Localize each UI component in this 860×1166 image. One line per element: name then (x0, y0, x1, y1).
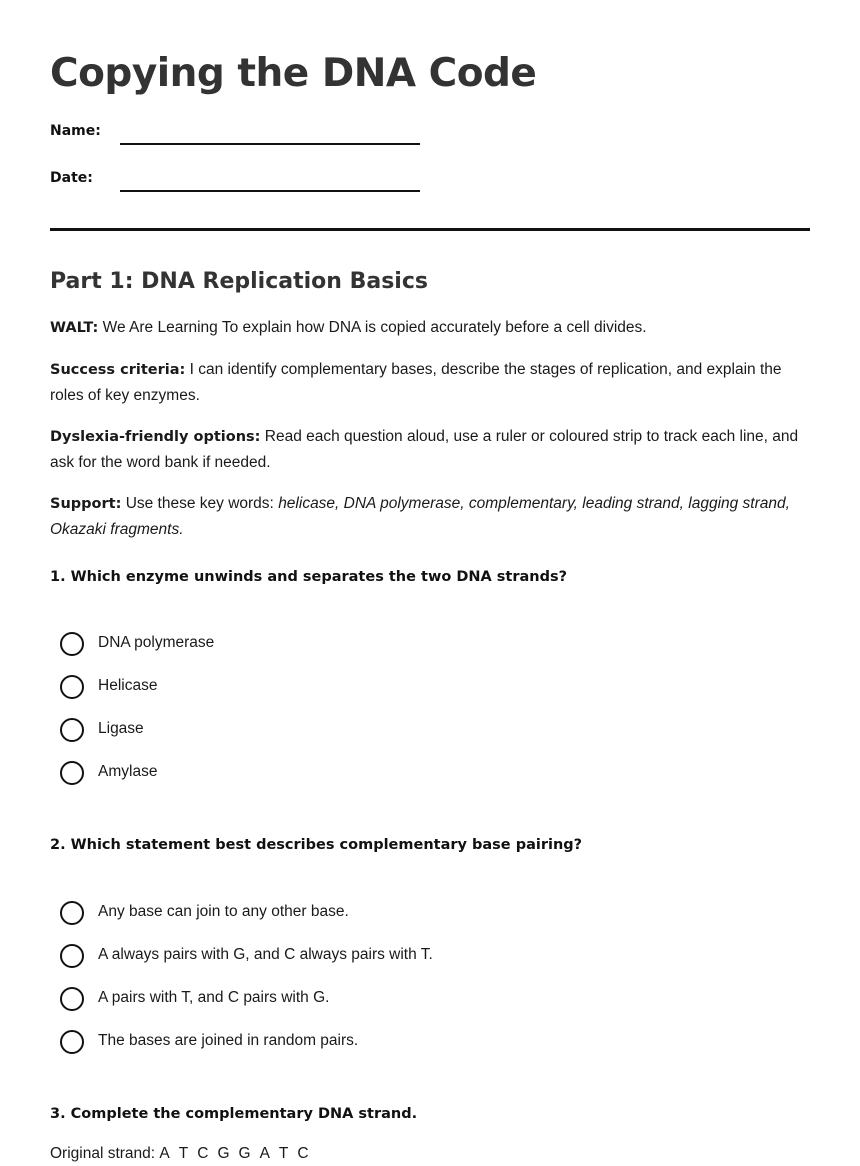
strand-base: A (159, 1145, 170, 1162)
question-3-prompt: 3. Complete the complementary DNA strand. (50, 1106, 418, 1122)
section-divider (50, 228, 810, 231)
walt-paragraph (50, 315, 810, 341)
radio-button-icon[interactable] (60, 944, 84, 968)
radio-button-icon[interactable] (60, 761, 84, 785)
walt-label: WALT: (50, 320, 99, 336)
date-field-row (50, 168, 470, 198)
question-1-option-4[interactable] (60, 760, 660, 786)
success-criteria-text: I can identify complementary bases, describe the stages of replication, and explain the roles of key enzymes. (50, 361, 782, 404)
strand-base: A (259, 1145, 270, 1162)
dyslexia-options-label: Dyslexia-friendly options: (50, 429, 261, 445)
strand-base: T (178, 1145, 189, 1162)
radio-button-icon[interactable] (60, 718, 84, 742)
radio-button-icon[interactable] (60, 632, 84, 656)
dyslexia-options-text: Read each question aloud, use a ruler or coloured strip to track each line, and ask for the word bank if needed. (50, 428, 799, 471)
date-answer-line[interactable] (120, 190, 420, 192)
original-strand-label: Original strand: (50, 1145, 156, 1162)
support-lead-text: Use these key words: (125, 495, 274, 512)
strand-base: G (238, 1145, 251, 1162)
name-label: Name: (50, 123, 101, 139)
original-strand-bases (159, 1145, 317, 1162)
strand-base: C (297, 1145, 309, 1162)
question-2-option-4[interactable] (60, 1029, 660, 1055)
question-2-option-3[interactable] (60, 986, 660, 1012)
radio-button-icon[interactable] (60, 901, 84, 925)
dyslexia-options-paragraph (50, 424, 810, 476)
radio-button-icon[interactable] (60, 1030, 84, 1054)
question-1-option-2[interactable] (60, 674, 660, 700)
radio-button-icon[interactable] (60, 675, 84, 699)
option-label: A pairs with T, and C pairs with G. (98, 989, 330, 1006)
radio-button-icon[interactable] (60, 987, 84, 1011)
original-strand-row (50, 1142, 318, 1166)
worksheet-title: Copying the DNA Code (50, 51, 537, 96)
date-label: Date: (50, 170, 93, 186)
question-2-option-2[interactable] (60, 943, 660, 969)
option-label: A always pairs with G, and C always pairs with T. (98, 946, 433, 963)
support-paragraph (50, 491, 810, 543)
walt-text: We Are Learning To explain how DNA is copied accurately before a cell divides. (102, 319, 647, 336)
name-field-row (50, 121, 470, 151)
question-2-option-1[interactable] (60, 900, 660, 926)
option-label: Ligase (98, 720, 144, 737)
option-label: The bases are joined in random pairs. (98, 1032, 359, 1049)
strand-base: G (217, 1145, 230, 1162)
question-1-option-3[interactable] (60, 717, 660, 743)
support-keywords: helicase, DNA polymerase, complementary, leading strand, lagging strand, Okazaki fragments. (50, 495, 790, 538)
name-answer-line[interactable] (120, 143, 420, 145)
part1-heading: Part 1: DNA Replication Basics (50, 269, 428, 294)
option-label: DNA polymerase (98, 634, 215, 651)
question-1-option-1[interactable] (60, 631, 660, 657)
question-2-prompt: 2. Which statement best describes complementary base pairing? (50, 837, 583, 853)
support-label: Support: (50, 496, 122, 512)
option-label: Amylase (98, 763, 158, 780)
option-label: Any base can join to any other base. (98, 903, 349, 920)
strand-base: C (197, 1145, 209, 1162)
success-criteria-label: Success criteria: (50, 362, 186, 378)
strand-base: T (278, 1145, 289, 1162)
option-label: Helicase (98, 677, 158, 694)
question-1-prompt: 1. Which enzyme unwinds and separates the two DNA strands? (50, 569, 568, 585)
success-criteria-paragraph (50, 357, 810, 409)
